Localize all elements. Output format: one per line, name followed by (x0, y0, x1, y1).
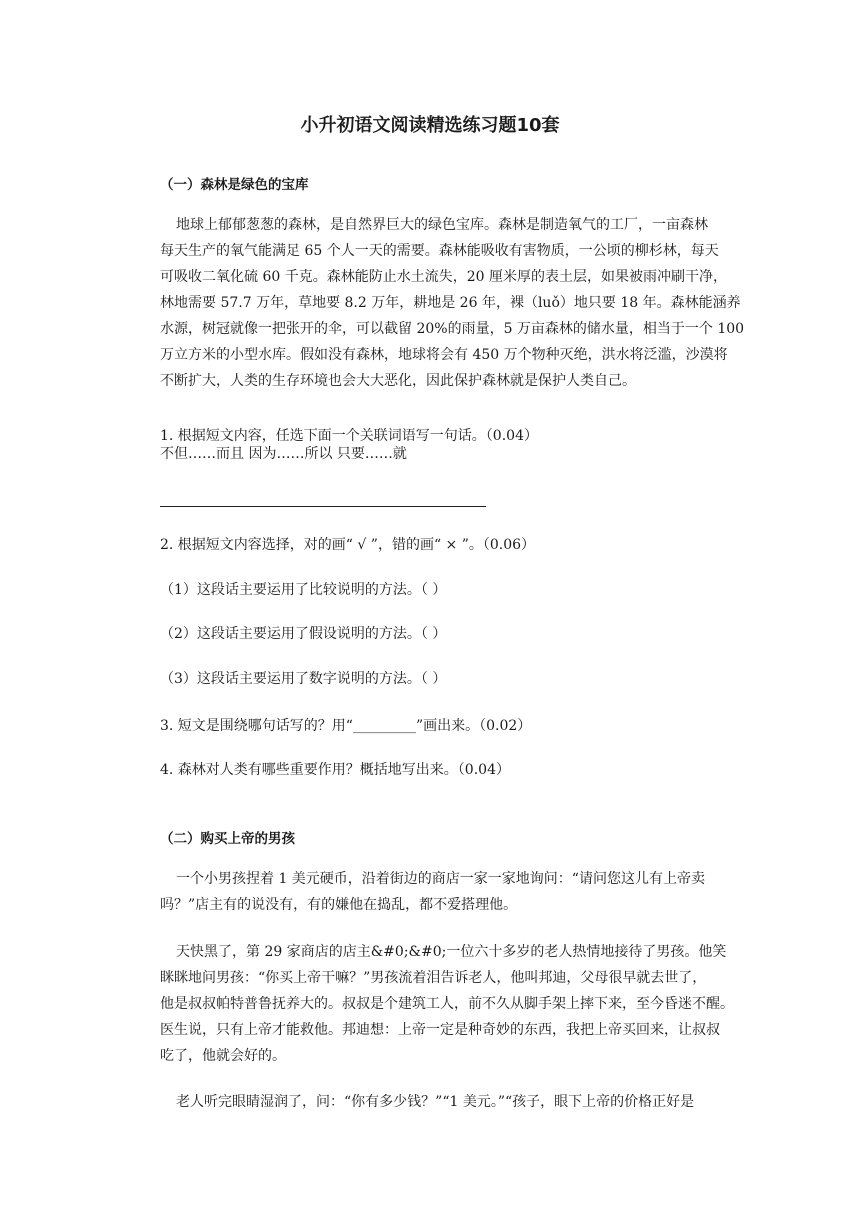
paragraph-line: 吃了，他就会好的。 (160, 1048, 286, 1064)
question-2-item: （3）这段话主要运用了数字说明的方法。（ ） (160, 671, 447, 687)
question-4: 4. 森林对人类有哪些重要作用？概括地写出来。（0.04） (160, 762, 510, 778)
paragraph-line: 每天生产的氧气能满足 65 个人一天的需要。森林能吸收有害物质，一公顷的柳杉林，每天 (160, 243, 719, 259)
paragraph-line: 万立方米的小型水库。假如没有森林，地球将会有 450 万个物种灭绝，洪水将泛滥，沙漠将 (160, 347, 728, 363)
question-1-options: 不但……而且 因为……所以 只要……就 (160, 446, 407, 462)
question-3: 3. 短文是围绕哪句话写的？用“_________”画出来。（0.02） (160, 718, 532, 734)
paragraph-line: 可吸收二氧化硫 60 千克。森林能防止水土流失，20 厘米厚的表土层，如果被雨冲刷干净， (160, 269, 727, 285)
paragraph-line: 吗？”店主有的说没有，有的嫌他在捣乱，都不爱搭理他。 (160, 897, 518, 913)
paragraph-line: 一个小男孩捏着 1 美元硬币，沿着街边的商店一家一家地询问：“请问您这儿有上帝卖 (176, 871, 705, 887)
paragraph-line: 医生说，只有上帝才能救他。邦迪想：上帝一定是种奇妙的东西，我把上帝买回来，让叔叔 (160, 1022, 720, 1038)
paragraph-line: 不断扩大，人类的生存环境也会大大恶化，因此保护森林就是保护人类自己。 (160, 373, 636, 389)
question-2: 2. 根据短文内容选择，对的画“ √ ”，错的画“ × ”。（0.06） (160, 537, 536, 553)
question-2-item: （2）这段话主要运用了假设说明的方法。（ ） (160, 626, 447, 642)
paragraph-line: 地球上郁郁葱葱的森林，是自然界巨大的绿色宝库。森林是制造氧气的工厂，一亩森林 (176, 217, 708, 233)
paragraph-line: 水源，树冠就像一把张开的伞，可以截留 20%的雨量，5 万亩森林的储水量，相当于一个 100 (160, 321, 745, 337)
paragraph-line: 眯眯地问男孩：“你买上帝干嘛？”男孩流着泪告诉老人，他叫邦迪，父母很早就去世了， (160, 970, 707, 986)
section-heading-2: （二）购买上帝的男孩 (160, 831, 295, 847)
section-heading-1: （一）森林是绿色的宝库 (160, 177, 309, 193)
page-title: 小升初语文阅读精选练习题10套 (300, 115, 560, 136)
answer-blank-line (160, 506, 486, 507)
question-2-item: （1）这段话主要运用了比较说明的方法。（ ） (160, 582, 447, 598)
paragraph-line: 林地需要 57.7 万年，草地要 8.2 万年，耕地是 26 年，裸（luǒ）地只要 18 年。森林能涵养 (160, 295, 741, 311)
paragraph-line: 天快黑了，第 29 家商店的店主&#0;&#0;一位六十多岁的老人热情地接待了男孩。他笑 (176, 944, 727, 960)
question-1: 1. 根据短文内容，任选下面一个关联词语写一句话。（0.04） (160, 428, 538, 444)
paragraph-line: 他是叔叔帕特普鲁抚养大的。叔叔是个建筑工人，前不久从脚手架上摔下来，至今昏迷不醒。 (160, 996, 734, 1012)
paragraph-line: 老人听完眼睛湿润了，问：“你有多少钱？”“1 美元。”“孩子，眼下上帝的价格正好是 (176, 1094, 695, 1110)
